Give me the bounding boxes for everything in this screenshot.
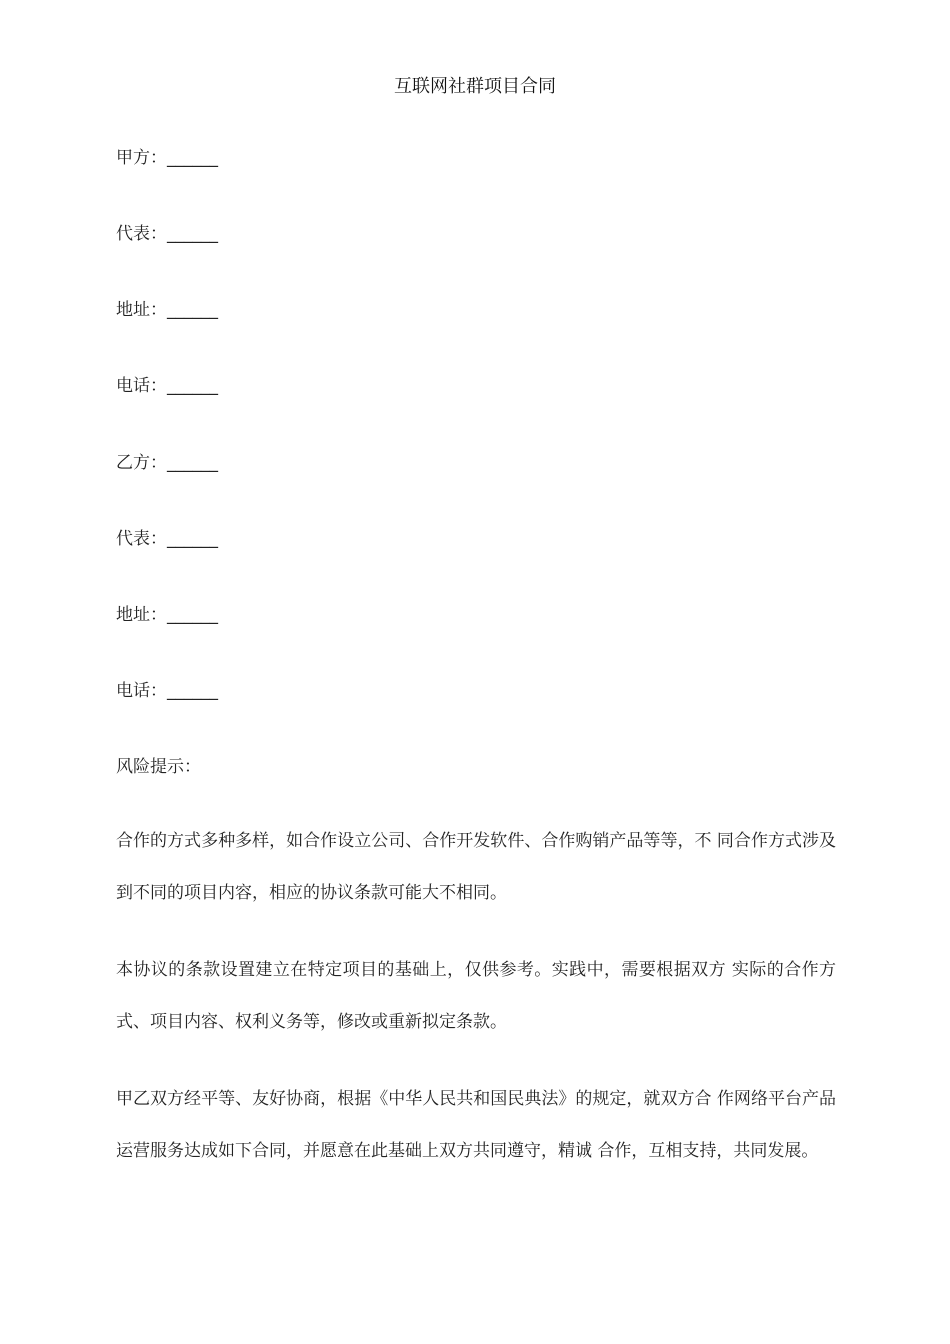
party-b-representative: 代表：______ <box>116 529 218 549</box>
party-a-phone: 电话：______ <box>116 376 218 396</box>
party-b-name: 乙方：______ <box>116 453 218 473</box>
risk-heading: 风险提示： <box>116 757 201 777</box>
paragraph-reference-note: 本协议的条款设置建立在特定项目的基础上，仅供参考。实践中，需要根据双方 实际的合作方式、项目内容、权利义务等，修改或重新拟定条款。 <box>116 960 836 1032</box>
party-a-address: 地址：______ <box>116 300 218 320</box>
paragraph-cooperation-methods: 合作的方式多种多样，如合作设立公司、合作开发软件、合作购销产品等等，不 同合作方式涉及到不同的项目内容，相应的协议条款可能大不相同。 <box>116 831 836 903</box>
document-title: 互联网社群项目合同 <box>394 76 556 97</box>
party-a-name: 甲方：______ <box>116 148 218 168</box>
paragraph-agreement-basis: 甲乙双方经平等、友好协商，根据《中华人民共和国民典法》的规定，就双方合 作网络平台产品运营服务达成如下合同，并愿意在此基础上双方共同遵守，精诚 合作，互相支持，共同发展。 <box>116 1089 836 1161</box>
party-a-representative: 代表：______ <box>116 224 218 244</box>
party-b-phone: 电话：______ <box>116 681 218 701</box>
party-b-address: 地址：______ <box>116 605 218 625</box>
